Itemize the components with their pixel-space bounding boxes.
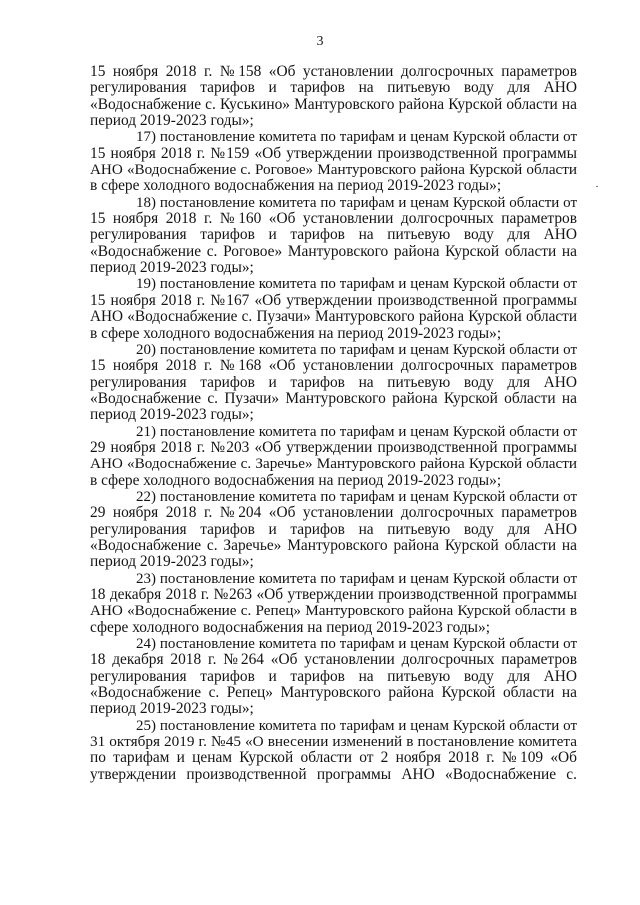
- text-line: период 2019-2023 годы»;: [90, 112, 254, 130]
- text-line: 17) постановление комитета по тарифам и ценам Курской области от: [136, 129, 577, 146]
- text-line: 15 ноября 2018 г. №158 «Об установлении долгосрочных параметров: [90, 63, 577, 80]
- text-line: в сфере холодного водоснабжения на период 2019-2023 годы»;: [90, 471, 502, 489]
- text-line: 15 ноября 2018 г. №160 «Об установлении долгосрочных параметров: [90, 210, 577, 228]
- text-line: регулирования тарифов и тарифов на питьевую воду для АНО: [90, 373, 577, 391]
- text-line: 20) постановление комитета по тарифам и ценам Курской области от: [136, 341, 577, 358]
- text-line: период 2019-2023 годы»;: [90, 700, 254, 718]
- text-line: 25) постановление комитета по тарифам и ценам Курской области от: [136, 717, 577, 734]
- text-line: «Водоснабжение с. Куськино» Мантуровского района Курской области на: [90, 95, 577, 113]
- text-line: утверждении производственной программы АНО «Водоснабжение с.: [90, 765, 577, 783]
- text-line: 29 ноября 2018 г. №204 «Об установлении долгосрочных параметров: [90, 504, 577, 522]
- text-line: 18 декабря 2018 г. №263 «Об утверждении производственной программы: [90, 586, 577, 603]
- text-line: в сфере холодного водоснабжения на период 2019-2023 годы»;: [90, 177, 502, 195]
- text-line: 18) постановление комитета по тарифам и ценам Курской области от: [136, 194, 577, 211]
- text-line: регулирования тарифов и тарифов на питьевую воду для АНО: [90, 667, 577, 685]
- text-line: регулирования тарифов и тарифов на питьевую воду для АНО: [90, 226, 577, 244]
- text-line: 21) постановление комитета по тарифам и ценам Курской области от: [136, 423, 577, 440]
- text-line: 23) постановление комитета по тарифам и ценам Курской области от: [136, 570, 577, 587]
- text-line: 15 ноября 2018 г. №159 «Об утверждении производственной программы: [90, 144, 577, 162]
- document-body: [90, 64, 577, 783]
- text-line: сфере холодного водоснабжения на период 2019-2023 годы»;: [90, 618, 490, 636]
- text-line: «Водоснабжение с. Репец» Мантуровского района Курской области на: [90, 684, 577, 702]
- text-line: «Водоснабжение с. Пузачи» Мантуровского района Курской области на: [90, 389, 577, 407]
- text-line: 18 декабря 2018 г. №264 «Об установлении долгосрочных параметров: [90, 651, 577, 669]
- text-line: АНО «Водоснабжение с. Пузачи» Мантуровского района Курской области: [90, 308, 577, 326]
- text-line: «Водоснабжение с. Заречье» Мантуровского района Курской области на: [90, 536, 577, 554]
- text-line: «Водоснабжение с. Роговое» Мантуровского района Курской области на: [90, 242, 577, 260]
- text-line: 31 октября 2019 г. №45 «О внесении изменений в постановление комитета: [90, 733, 577, 751]
- text-line: период 2019-2023 годы»;: [90, 259, 254, 277]
- text-line: 29 ноября 2018 г. №203 «Об утверждении производственной программы: [90, 438, 577, 456]
- text-line: регулирования тарифов и тарифов на питьевую воду для АНО: [90, 520, 577, 538]
- text-line: по тарифам и ценам Курской области от 2 ноября 2018 г. №109 «Об: [90, 749, 577, 767]
- text-line: период 2019-2023 годы»;: [90, 553, 254, 571]
- scan-mark: [596, 186, 598, 187]
- text-line: 19) постановление комитета по тарифам и ценам Курской области от: [136, 276, 577, 293]
- text-line: 15 ноября 2018 г. №167 «Об утверждении производственной программы: [90, 291, 577, 309]
- page-number: 3: [316, 34, 324, 49]
- text-line: в сфере холодного водоснабжения на период 2019-2023 годы»;: [90, 324, 502, 342]
- text-line: АНО «Водоснабжение с. Роговое» Мантуровского района Курской области: [90, 161, 577, 179]
- text-line: период 2019-2023 годы»;: [90, 406, 254, 424]
- text-line: 22) постановление комитета по тарифам и ценам Курской области от: [136, 488, 577, 505]
- text-line: 15 ноября 2018 г. №168 «Об установлении долгосрочных параметров: [90, 357, 577, 375]
- text-line: АНО «Водоснабжение с. Заречье» Мантуровского района Курской области: [90, 455, 577, 473]
- text-line: регулирования тарифов и тарифов на питьевую воду для АНО: [90, 79, 577, 97]
- text-line: АНО «Водоснабжение с. Репец» Мантуровского района Курской области в: [90, 602, 577, 620]
- text-line: 24) постановление комитета по тарифам и ценам Курской области от: [136, 636, 577, 653]
